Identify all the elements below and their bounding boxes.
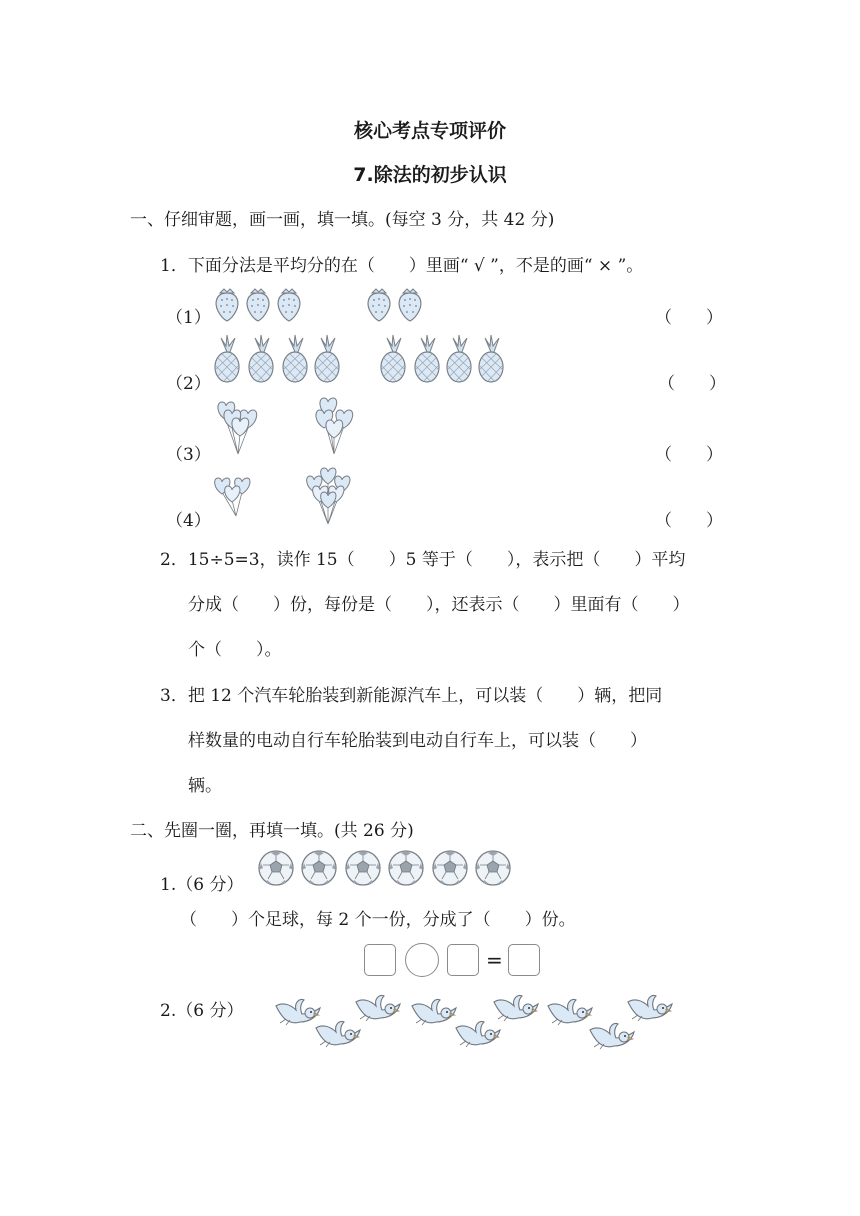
item-3-answer-blank[interactable]: （ ） [655,445,723,465]
page-subtitle: 7.除法的初步认识 [353,164,507,186]
s2-q1-label: 1.（6 分） [160,875,244,895]
bird-icon [456,1021,500,1047]
balloon-bunch-icon [300,468,356,524]
pineapple-icon [479,335,503,382]
bird-icon [412,999,456,1025]
q2-line-2: 分成（ ）份，每份是（ ），还表示（ ）里面有（ ） [188,595,690,615]
q3-line-3: 辆。 [188,776,222,796]
pineapple-group-right [378,334,514,384]
item-1-label: （1） [166,308,211,328]
equation-divisor-box[interactable] [447,944,479,976]
item-4-label: （4） [166,511,211,531]
equation-result-box[interactable] [508,944,540,976]
strawberry-group-left [212,287,308,323]
bird-icon [548,999,592,1025]
pineapple-icon [381,335,405,382]
balloon-bunch-icon [306,398,366,456]
soccer-ball-icon [433,851,467,885]
equation-dividend-box[interactable] [364,944,396,976]
soccer-ball-icon [346,851,380,885]
q1-instruction: 1．下面分法是平均分的在（ ）里画“ √ ”，不是的画“ × ”。 [160,256,644,276]
soccer-ball-icon [302,851,336,885]
pineapple-icon [415,335,439,382]
q3-line-1: 3．把 12 个汽车轮胎装到新能源汽车上，可以装（ ）辆，把同 [160,686,663,706]
bird-icon [494,995,538,1021]
bird-icon [316,1021,360,1047]
strawberry-icon [399,289,421,321]
q2-line-3: 个（ ）。 [188,640,282,660]
bird-icon [628,995,672,1021]
item-2-answer-blank[interactable]: （ ） [658,374,726,394]
item-1-answer-blank[interactable]: （ ） [655,308,723,328]
pineapple-icon [215,335,239,382]
section-1-heading: 一、仔细审题，画一画，填一填。(每空 3 分，共 42 分) [130,210,555,230]
pineapple-group-left [212,334,348,384]
page-title: 核心考点专项评价 [353,120,506,142]
s2-q2-label: 2.（6 分） [160,1001,244,1021]
item-3-label: （3） [166,445,211,465]
q3-line-2: 样数量的电动自行车轮胎装到电动自行车上，可以装（ ） [188,731,647,751]
equation-operator-circle[interactable] [405,943,439,977]
balloon-bunch-icon [212,476,252,516]
pineapple-icon [315,335,339,382]
section-2-heading: 二、先圈一圈，再填一填。(共 26 分) [130,821,414,841]
soccer-ball-icon [389,851,423,885]
strawberry-icon [278,289,300,321]
soccer-ball-icon [476,851,510,885]
item-2-label: （2） [166,374,211,394]
strawberry-icon [247,289,269,321]
pineapple-icon [249,335,273,382]
bird-group [270,992,680,1056]
soccer-ball-icon [259,851,293,885]
strawberry-icon [216,289,238,321]
balloon-bunch-icon [212,398,268,456]
q2-line-1: 2．15÷5=3，读作 15（ ）5 等于（ ），表示把（ ）平均 [160,550,686,570]
equals-sign: = [486,948,503,972]
bird-icon [276,999,320,1025]
s2-q1-text: （ ）个足球，每 2 个一份，分成了（ ）份。 [180,910,576,930]
strawberry-icon [368,289,390,321]
bird-icon [590,1023,634,1049]
bird-icon [356,995,400,1021]
strawberry-group-right [364,287,428,323]
item-4-answer-blank[interactable]: （ ） [655,511,723,531]
pineapple-icon [447,335,471,382]
pineapple-icon [283,335,307,382]
soccer-ball-row [258,849,514,887]
